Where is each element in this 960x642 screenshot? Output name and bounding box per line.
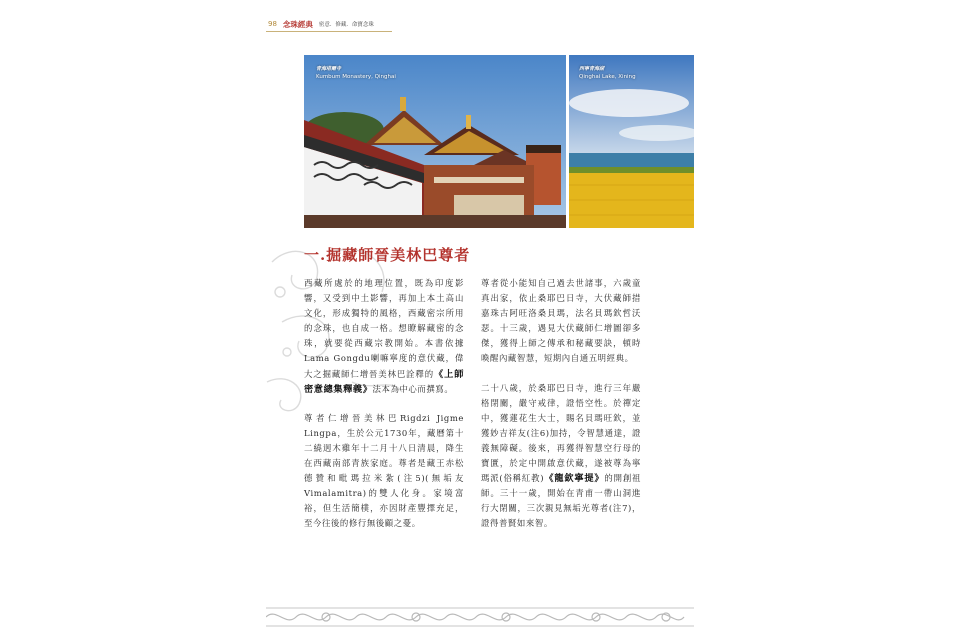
book-title: 念珠經典 — [282, 19, 313, 29]
footer-ornament-band — [266, 604, 694, 630]
right-p2-text-b: 的開創祖師。三十一歲，開始在青甫一帶山洞進行大閉關，三次親見無垢光尊者(注7)，證得普賢如來智。 — [481, 473, 641, 529]
book-subtitle: 密意．修藏．命寶念珠 — [318, 22, 374, 28]
left-p1-book-title: 《上師密意總集釋義》 — [304, 368, 464, 395]
right-paragraph-2 — [481, 381, 641, 532]
left-paragraph-1 — [304, 276, 464, 397]
section-title: 一.掘藏師晉美林巴尊者 — [304, 246, 471, 264]
monastery-caption-zh: 青海塔爾寺 — [316, 66, 342, 72]
lake-caption-zh: 西寧青海湖 — [579, 66, 605, 72]
lake-caption-en: Qinghai Lake, Xining — [579, 74, 636, 80]
right-p2-book-title: 《龍欽寧提》 — [544, 473, 605, 485]
page-number: 98 — [268, 20, 277, 28]
left-p1-text-a: 西藏所處於的地理位置，既為印度影響，又受到中土影響，再加上本土高山文化，形成獨特的風格，西藏密宗所用的念珠，也自成一格。想瞭解藏密的念珠，就要從西藏宗教開始。本書依據Lama Gongdu喇嘛寧度的意伏藏，偉大之掘藏師仁增晉美林巴詮釋的 — [304, 278, 464, 379]
monastery-caption — [316, 65, 396, 81]
right-paragraph-1: 尊者從小能知自己過去世諸事，六歲童真出家，依止桑耶巴日寺，大伏藏師措嘉珠古阿旺洛桑貝瑪，法名貝瑪欽哲沃瑟。十三歲，遇見大伏藏師仁增圖卻多傑，獲得上師之傳承和秘藏要訣，頓時喚醒內藏智慧，短期內自通五明經典。 — [481, 278, 641, 364]
monastery-caption-en: Kumbum Monastery, Qinghai — [316, 74, 396, 80]
monastery-photo — [304, 55, 566, 228]
right-p2-text-a: 二十八歲，於桑耶巴日寺，進行三年嚴格閉關，嚴守戒律，證悟空性。於禪定中，獲蓮花生大士，賜名貝瑪旺欽，並獲妙吉祥友(注6)加持，令智慧通達，證義無障礙。後來，再獲得智慧空行母的寶匱，於定中開啟意伏藏，遂被尊為寧瑪派(俗稱紅教) — [481, 382, 641, 484]
left-paragraph-2: 尊者仁增晉美林巴Rigdzi Jigme Lingpa，生於公元1730年，藏曆第十二繞迥木雞年十二月十八日清晨，降生在西藏南部青族家庭。尊者是藏王赤松德贊和毗瑪拉米紮(注5)(無垢友Vimalamitra)的雙人化身。家境富裕，但生活簡樸，亦因財產豐擇充足，至今往後的修行無後顧之憂。 — [304, 412, 464, 529]
header-rule — [266, 31, 392, 32]
right-column — [481, 276, 641, 546]
running-header — [268, 18, 374, 30]
left-p1-text-b: 法本為中心而撰寫。 — [372, 383, 454, 394]
lake-photo — [569, 55, 694, 228]
left-column — [304, 276, 464, 546]
lake-caption — [579, 65, 636, 81]
